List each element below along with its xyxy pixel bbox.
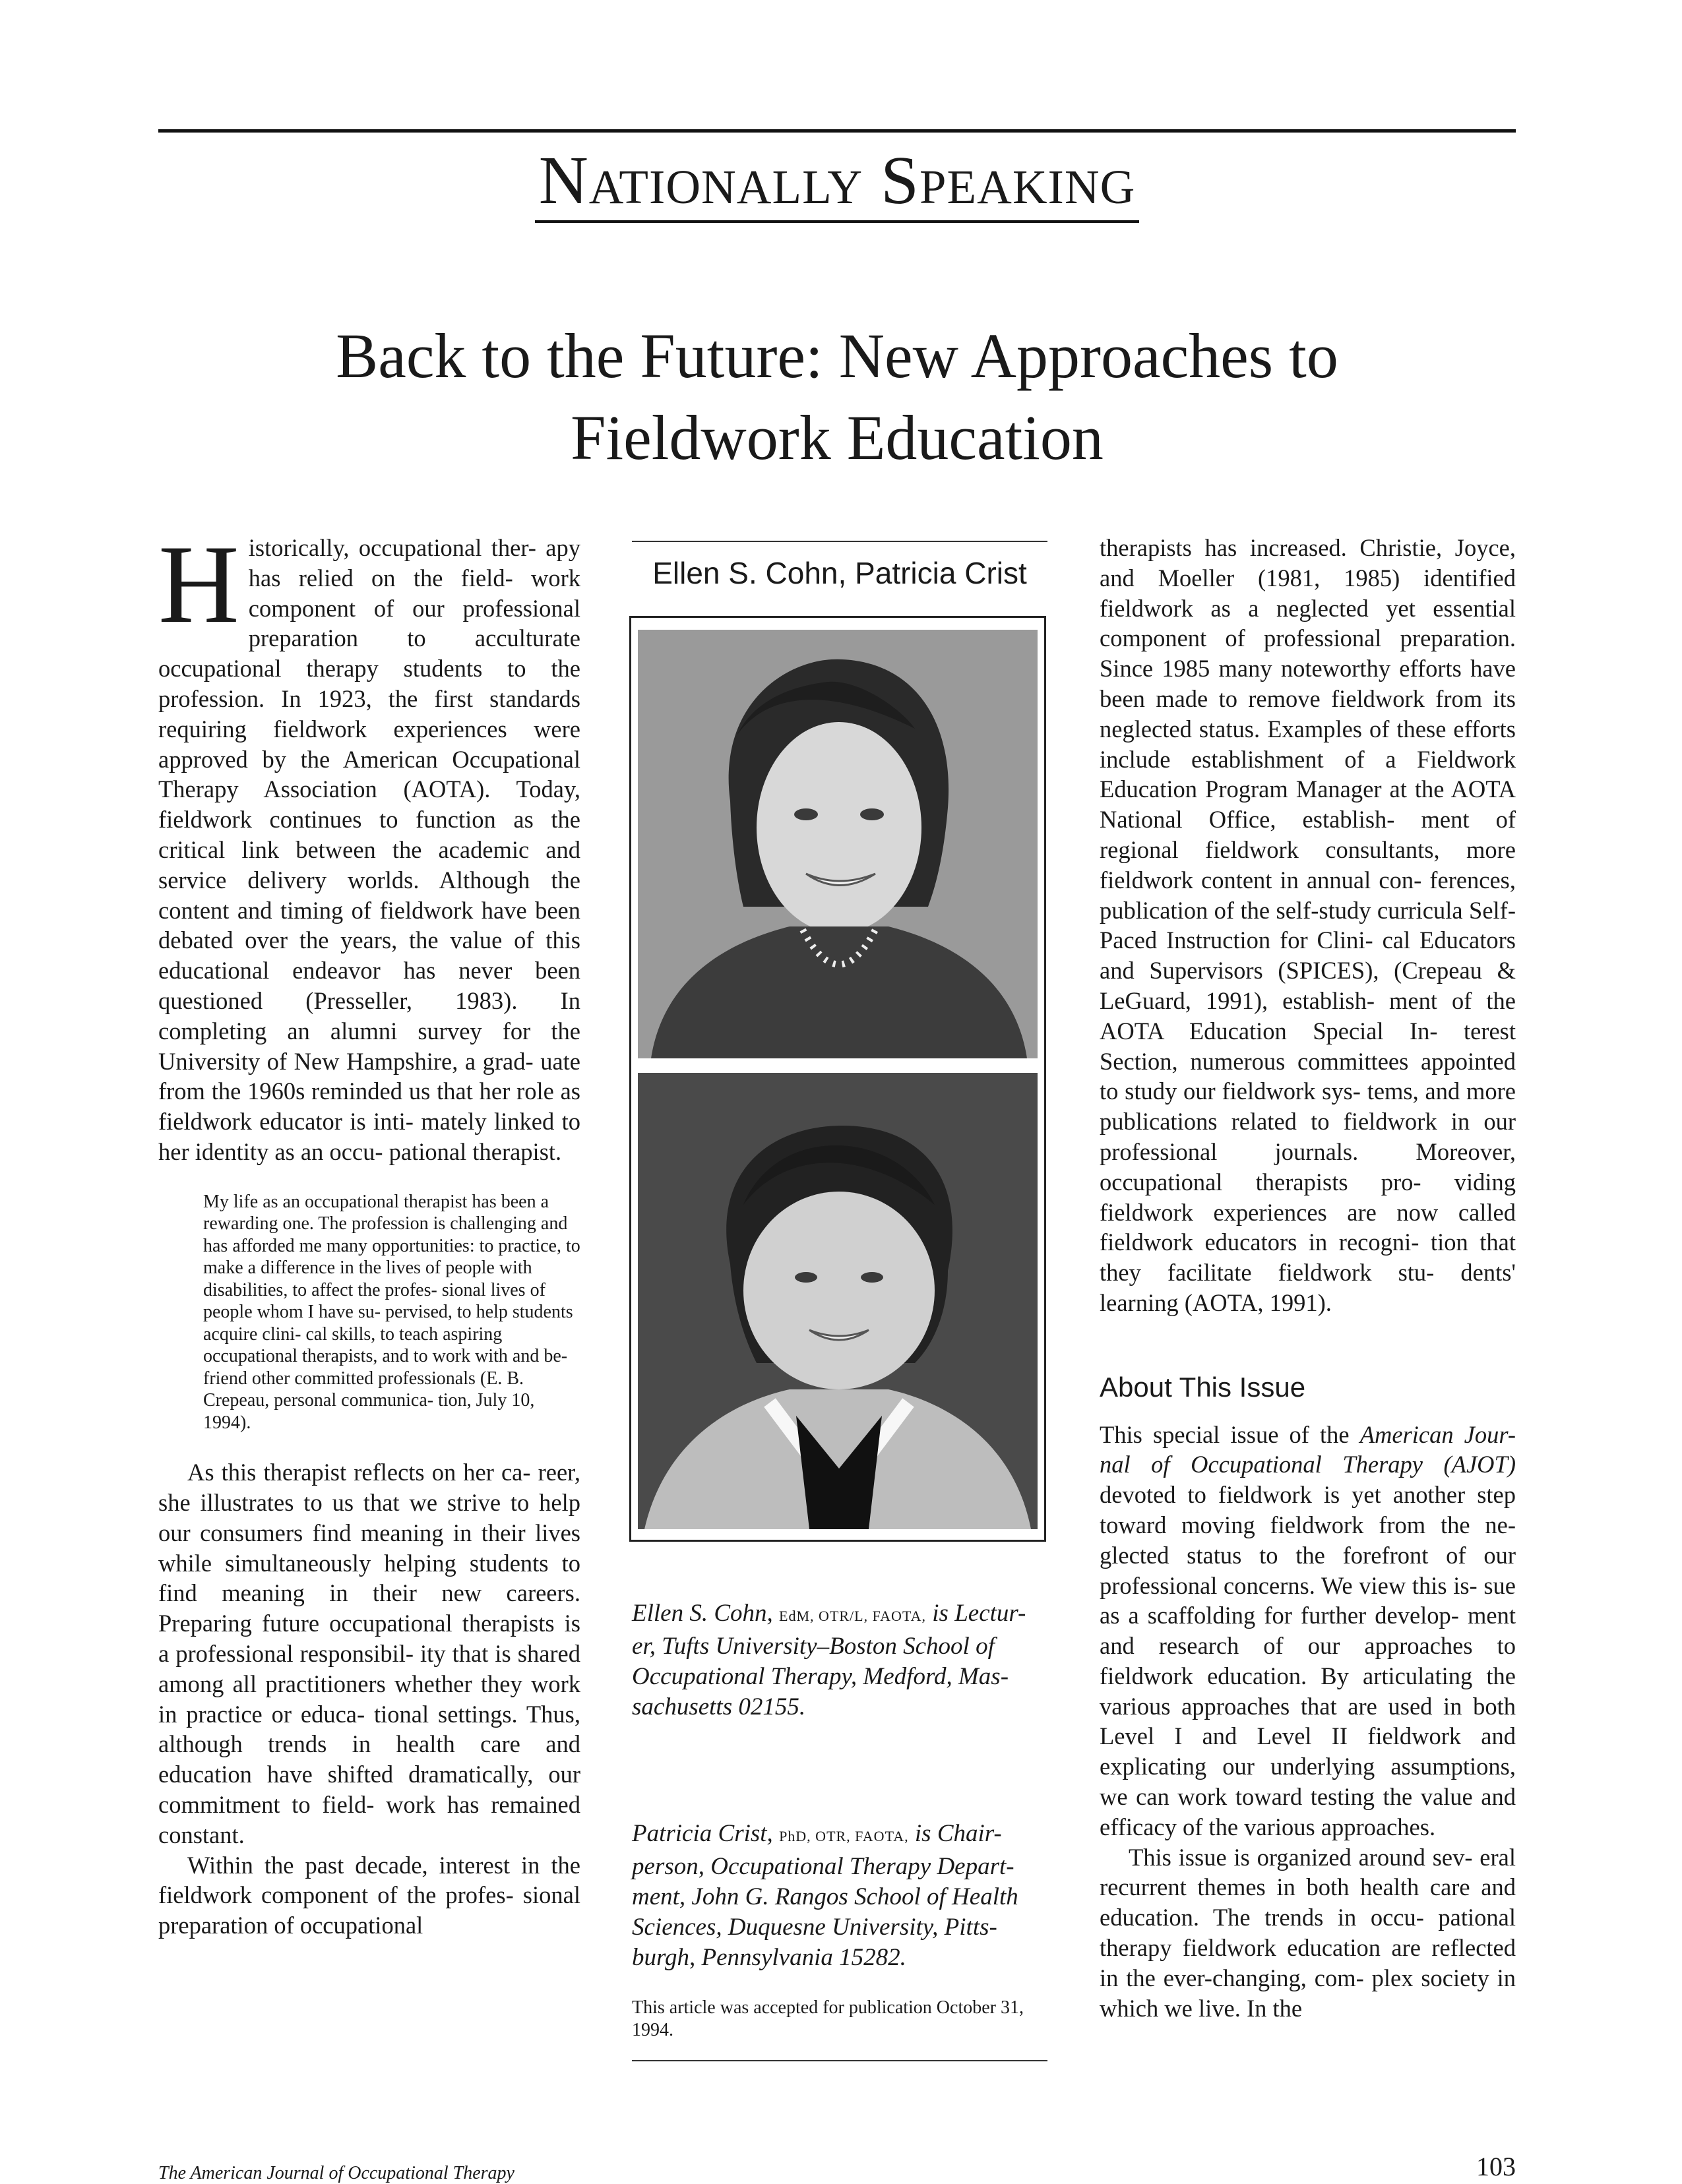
bio-crist-degrees: PhD, OTR, FAOTA, xyxy=(779,1828,909,1844)
article-title-line-2: Fieldwork Education xyxy=(571,402,1104,473)
bio-crist-name: Patricia Crist, xyxy=(632,1820,773,1847)
section-header xyxy=(158,142,1516,223)
footer-journal-name: The American Journal of Occupational Therapy xyxy=(158,2163,514,2183)
left-column xyxy=(158,522,580,1941)
journal-name: American Jour- nal of Occupational Therapy (AJOT) xyxy=(1100,1420,1516,1478)
article-title xyxy=(158,315,1516,479)
p2-rest: devoted to fieldwork is yet another step toward moving fieldwork from the ne- glected status to the forefront of our professional concerns. We view this is- sue as a scaffolding for further develop- ment and research of our approaches to fieldwork education. By articulating the various approaches that are used in both Level I and Level II fieldwork and explicating our underlying assumptions, we can work toward testing the value and efficacy of the various approaches. xyxy=(1100,1481,1516,1840)
article-title-line-1: Back to the Future: New Approaches to xyxy=(336,320,1338,391)
right-paragraph-1: therapists has increased. Christie, Joyce, and Moeller (1981, 1985) identified fieldwork as a neglected yet essential component of professional preparation. Since 1985 many noteworthy efforts have been made to remove fieldwork from its neglected status. Examples of these efforts include establishment of a Fieldwork Education Program Manager at the AOTA National Office, establish- ment of regional fieldwork consultants, more fieldwork content in annual con- ferences, publication of the self-study curricula Self-Paced Instruction for Clini- cal Educators and Supervisors (SPICES), (Crepeau & LeGuard, 1991), establish- ment of the AOTA Education Special In- terest Section, numerous committees appointed to study our fieldwork sys- tems, and more publications related to fieldwork in our professional journals. Moreover, occupational therapists pro- viding fieldwork experiences are now called fieldwork educators in recogni- tion that they facilitate fieldwork stu- dents' learning (AOTA, 1991). xyxy=(1100,534,1516,1316)
right-column xyxy=(1100,533,1516,2023)
right-paragraph-3: This issue is organized around sev- eral recurrent themes in both health care and education. The trends in occu- pational therapy fieldwork education are reflected in the ever-changing, com- plex society in which we live. In the xyxy=(1100,1843,1516,2022)
authors-rule xyxy=(632,541,1047,542)
subhead-about-this-issue: About This Issue xyxy=(1100,1371,1306,1403)
bio-crist-text: is Chair- person, Occupational Therapy Depart- ment, John G. Rangos School of Health Sciences, Duquesne University, Pitts- burgh, Pennsylvania 15282. xyxy=(632,1820,1018,1971)
intro-text: istorically, occupational ther- apy has relied on the field- work component of our professional preparation to acculturate occupational therapy students to the profession. In 1923, the first standards requiring fieldwork experiences were approved by the American Occupational Therapy Association (AOTA). Today, fieldwork continues to function as the critical link between the academic and service delivery worlds. Although the content and timing of fieldwork have been debated over the years, the value of this educational endeavor has never been questioned (Presseller, 1983). In completing an alumni survey for the University of New Hampshire, a grad- uate from the 1960s reminded us that her role as fieldwork educator is inti- mately linked to her identity as an occu- pational therapist. xyxy=(158,534,580,1165)
bio-crist xyxy=(632,1819,1047,1973)
bio-bottom-rule xyxy=(632,2060,1047,2061)
block-quote: My life as an occupational therapist has been a rewarding one. The profession is challenging and has afforded me many opportunities: to practice, to make a difference in the lives of people with disabilities, to affect the profes- sional lives of people whom I have su- pervised, to help students acquire clini- cal skills, to teach aspiring occupational therapists, and to work with and be- friend other committed professionals (E. B. Crepeau, personal communica- tion, July 10, 1994). xyxy=(203,1191,580,1433)
portrait-1-image xyxy=(638,630,1038,1058)
author-photos xyxy=(629,616,1046,1542)
bio-cohn-degrees: EdM, OTR/L, FAOTA, xyxy=(779,1608,927,1624)
paragraph-3: Within the past decade, interest in the fieldwork component of the profes- sional preparation of occupational xyxy=(158,1851,580,1939)
photo-patricia-crist xyxy=(638,1073,1038,1529)
photo-ellen-cohn xyxy=(638,630,1038,1058)
p2-lead: This special issue of the xyxy=(1100,1420,1350,1448)
page-number: 103 xyxy=(1476,2152,1516,2181)
portrait-2-image xyxy=(638,1073,1038,1529)
paragraph-2: As this therapist reflects on her ca- reer, she illustrates to us that we strive to help our consumers find meaning in their lives while simultaneously helping students to find meaning in their new careers. Preparing future occupational therapists is a professional responsibil- ity that is shared among all practitioners whether they work in practice or educa- tional settings. Thus, although trends in health care and education have shifted dramatically, our commitment to field- work has remained constant. xyxy=(158,1459,580,1848)
right-paragraph-2 xyxy=(1100,1420,1516,1842)
bio-cohn-text: is Lectur- er, Tufts University–Boston School of Occupational Therapy, Medford, Mas- sachusetts 02155. xyxy=(632,1600,1026,1720)
bio-cohn-name: Ellen S. Cohn, xyxy=(632,1600,773,1627)
drop-cap: H xyxy=(158,522,239,646)
section-title: Nationally Speaking xyxy=(535,146,1140,223)
author-names: Ellen S. Cohn, Patricia Crist xyxy=(652,556,1027,590)
bio-cohn xyxy=(632,1598,1047,1722)
header-rule xyxy=(158,129,1516,133)
intro-paragraph xyxy=(158,522,580,1167)
acceptance-note: This article was accepted for publication October 31, 1994. xyxy=(632,1997,1024,2040)
